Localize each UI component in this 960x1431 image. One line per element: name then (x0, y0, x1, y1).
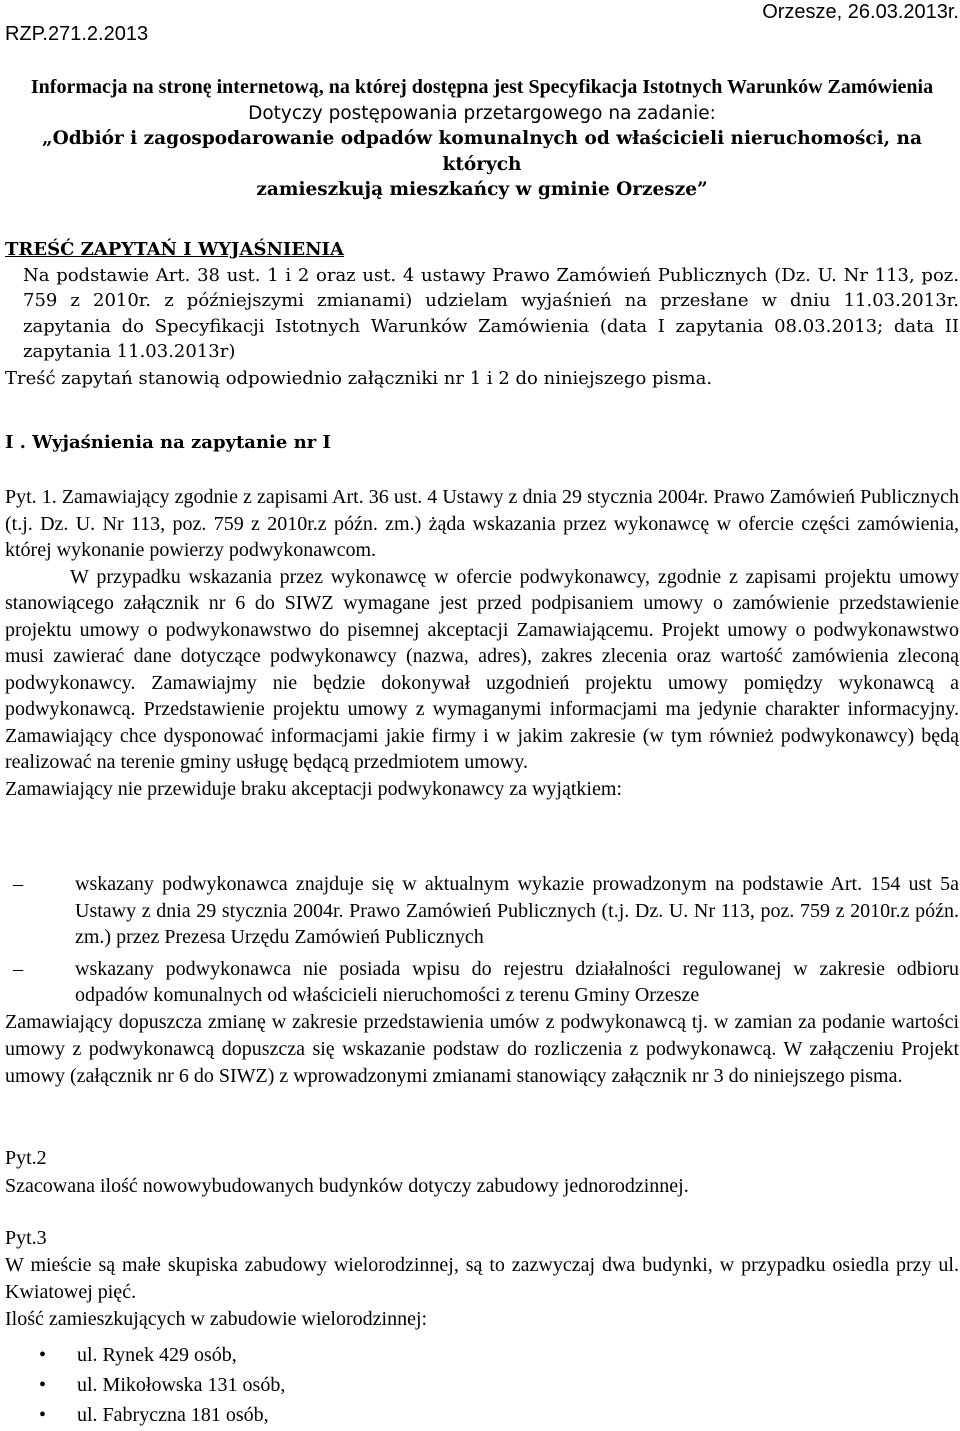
exception-text: wskazany podwykonawca nie posiada wpisu do rejestru działalności regulowanej w zakresie odbioru odpadów komunalnych od właścicieli nieruchomości z terenu Gminy Orzesze (75, 957, 959, 1006)
section-tresc (5, 237, 959, 393)
question-3-answer: W mieście są małe skupiska zabudowy wielorodzinnej, są to zazwyczaj dwa budynki, w przypadku osiedla przy ul. Kwiatowej pięć. (5, 1254, 959, 1303)
question-1-paragraph-1: Pyt. 1. Zamawiający zgodnie z zapisami Art. 36 ust. 4 Ustawy z dnia 29 stycznia 2004r. Prawo Zamówień Publicznych (t.j. Dz. U. Nr 113, poz. 759 z 2010r.z późn. zm.) żąda wskazania przez wykonawcę w ofercie części zamówienia, której wykonanie powierzy podwykonawcom. (5, 486, 959, 561)
place-and-date: Orzesze, 26.03.2013r. (762, 1, 959, 23)
question-3-count-label: Ilość zamieszkujących w zabudowie wielorodzinnej: (5, 1308, 428, 1330)
question-1-paragraph-3: Zamawiający nie przewiduje braku akceptacji podwykonawcy za wyjątkiem: (5, 777, 622, 800)
street-text: ul. Mikołowska 131 osób, (77, 1374, 286, 1396)
bullet-icon: • (39, 1344, 47, 1366)
question-1-paragraph-2: W przypadku wskazania przez wykonawcę w ofercie podwykonawcy, zgodnie z zapisami projektu umowy stanowiącego załącznik nr 6 do SIWZ wymagane jest przed podpisaniem umowy o zamówienie przedstawienie projektu umowy o podwykonawstwo do pisemnej akceptacji Zamawiającemu. Projekt umowy o podwykonawstwo musi zawierać dane dotyczące podwykonawcy (nazwa, adres), zakres zlecenia oraz wartość zamówienia zleconą podwykonawcy. Zamawiajmy nie będzie dokonywał uzgodnień projektu umowy pomiędzy wykonawcą a podwykonawcą. Przedstawienie projektu umowy z wymaganymi informacjami ma jedynie charakter informacyjny. Zamawiający chce dysponować informacjami jakie firmy i w jakim zakresie (w tym również podwykonawcy) będą realizować na terenie gminy usługę będącą przedmiotem umowy. (5, 565, 959, 773)
question-1-answer (5, 484, 959, 802)
list-item (5, 1401, 959, 1431)
heading-title: Informacja na stronę internetową, na której dostępna jest Specyfikacja Istotnych Warunków Zamówienia (30, 76, 934, 98)
bullet-icon: • (39, 1404, 47, 1426)
exception-item (5, 871, 959, 951)
street-text: ul. Fabryczna 181 osób, (77, 1404, 269, 1426)
exception-item (5, 956, 959, 1009)
document-heading (5, 75, 959, 203)
question-2-label: Pyt.2 (5, 1147, 47, 1169)
reference-number: RZP.271.2.2013 (5, 23, 149, 45)
question-3 (5, 1225, 959, 1333)
dash-bullet-icon: – (13, 957, 23, 980)
list-item (5, 1371, 959, 1401)
heading-task-name-line2: zamieszkują mieszkańcy w gminie Orzesze” (256, 179, 708, 200)
bullet-icon: • (39, 1374, 47, 1396)
question-2 (5, 1144, 959, 1200)
dash-bullet-icon: – (13, 873, 23, 895)
question-2-answer: Szacowana ilość nowowybudowanych budynków dotyczy zabudowy jednorodzinnej. (5, 1175, 689, 1197)
heading-task-name-line1: „Odbiór i zagospodarowanie odpadów komunalnych od właścicieli nieruchomości, na których (41, 128, 922, 175)
street-text: ul. Rynek 429 osób, (77, 1344, 237, 1366)
exception-text: wskazany podwykonawca znajduje się w aktualnym wykazie prowadzonym na podstawie Art. 154 ust 5a Ustawy z dnia 29 stycznia 2004r. Prawo Zamówień Publicznych (t.j. Dz. U. Nr 113, poz. 759 z 2010r.z późn. zm.) przez Prezesa Urzędu Zamówień Publicznych (75, 873, 959, 948)
street-list (5, 1341, 959, 1431)
section-tresc-attachments: Treść zapytań stanowią odpowiednio załączniki nr 1 i 2 do niniejszego pisma. (5, 367, 713, 389)
section-tresc-intro: Na podstawie Art. 38 ust. 1 i 2 oraz ust. 4 ustawy Prawo Zamówień Publicznych (Dz. U. Nr 113, poz. 759 z 2010r. z późniejszymi zmianami) udzielam wyjaśnień na przesłane w dniu 11.03.2013r. zapytania do Specyfikacji Istotnych Warunków Zamówienia (data I zapytania 08.03.2013; data II zapytania 11.03.2013r) (23, 264, 959, 362)
question-3-label: Pyt.3 (5, 1227, 47, 1249)
list-item (5, 1341, 959, 1371)
exception-list (5, 871, 959, 1009)
question-1-paragraph-4: Zamawiający dopuszcza zmianę w zakresie przedstawienia umów z podwykonawcą tj. w zamian za podanie wartości umowy z podwykonawcą dopuszcza się wskazanie podstaw do rozliczenia z podwykonawcą. W załączeniu Projekt umowy (załącznik nr 6 do SIWZ) z wprowadzonymi zmianami stanowiący załącznik nr 3 do niniejszego pisma. (5, 1011, 959, 1087)
heading-subject-intro: Dotyczy postępowania przetargowego na zadanie: (248, 102, 716, 124)
section-i-heading: I . Wyjaśnienia na zapytanie nr I (5, 432, 331, 453)
section-tresc-heading: TREŚĆ ZAPYTAŃ I WYJAŚNIENIA (5, 239, 344, 260)
